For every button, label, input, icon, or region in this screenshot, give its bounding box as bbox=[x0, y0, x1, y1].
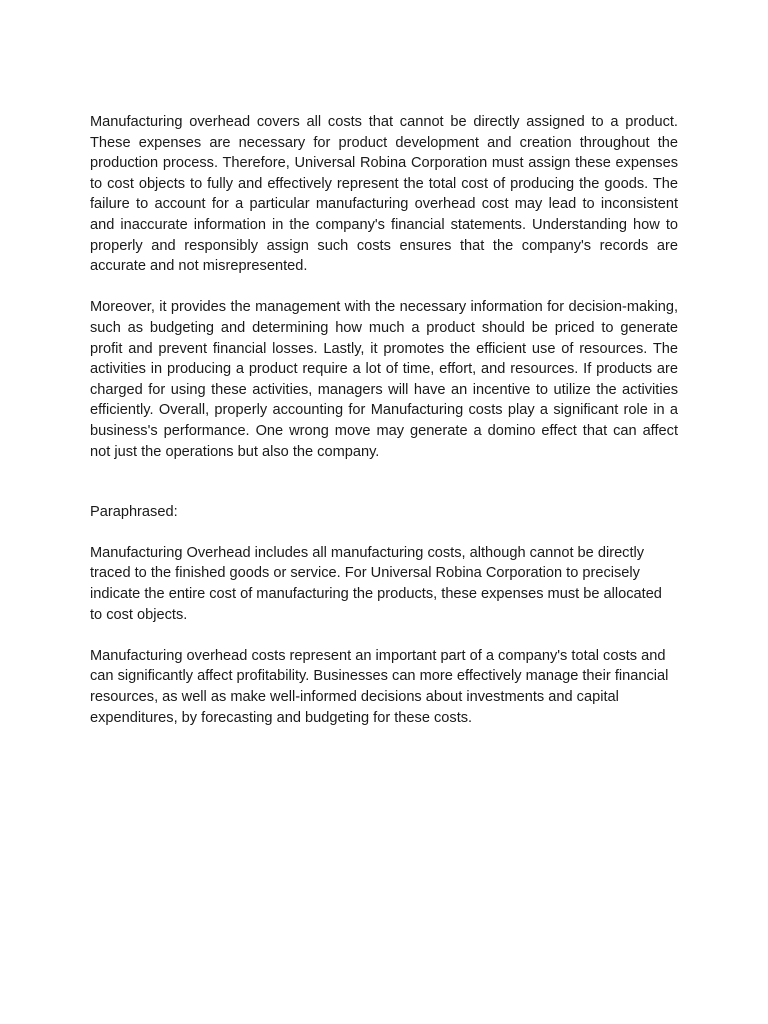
paraphrased-paragraph-2: Manufacturing overhead costs represent an important part of a company's total costs and can significantly affect profitability. Businesses can more effectively manage their financial resources, as well as make well-informed decisions about investments and capital expenditures, by forecasting and budgeting for these costs. bbox=[90, 647, 669, 726]
paraphrased-heading: Paraphrased: bbox=[90, 503, 178, 520]
paragraph-management-benefits: Moreover, it provides the management with the necessary information for decision-making, such as budgeting and determining how much a product should be priced to generate profit and prevent financial losses. Lastly, it promotes the efficient use of resources. The activities in producing a product require a lot of time, effort, and resources. If products are charged for using these activities, managers will have an incentive to utilize the activities efficiently. Overall, properly accounting for Manufacturing costs play a significant role in a business's performance. One wrong move may generate a domino effect that can affect not just the operations but also the company. bbox=[90, 299, 678, 460]
paragraph-overhead-definition: Manufacturing overhead covers all costs that cannot be directly assigned to a product. These expenses are necessary for product development and creation throughout the production process. Therefore, Universal Robina Corporation must assign these expenses to cost objects to fully and effectively represent the total cost of producing the goods. The failure to account for a particular manufacturing overhead cost may lead to inconsistent and inaccurate information in the company's financial statements. Understanding how to properly and responsibly assign such costs ensures that the company's records are accurate and not misrepresented. bbox=[90, 114, 678, 275]
paraphrased-paragraph-1: Manufacturing Overhead includes all manufacturing costs, although cannot be directly traced to the finished goods or service. For Universal Robina Corporation to precisely indicate the entire cost of manufacturing the products, these expenses must be allocated to cost objects. bbox=[90, 544, 662, 623]
document-page bbox=[90, 112, 678, 749]
spacer bbox=[90, 483, 678, 502]
